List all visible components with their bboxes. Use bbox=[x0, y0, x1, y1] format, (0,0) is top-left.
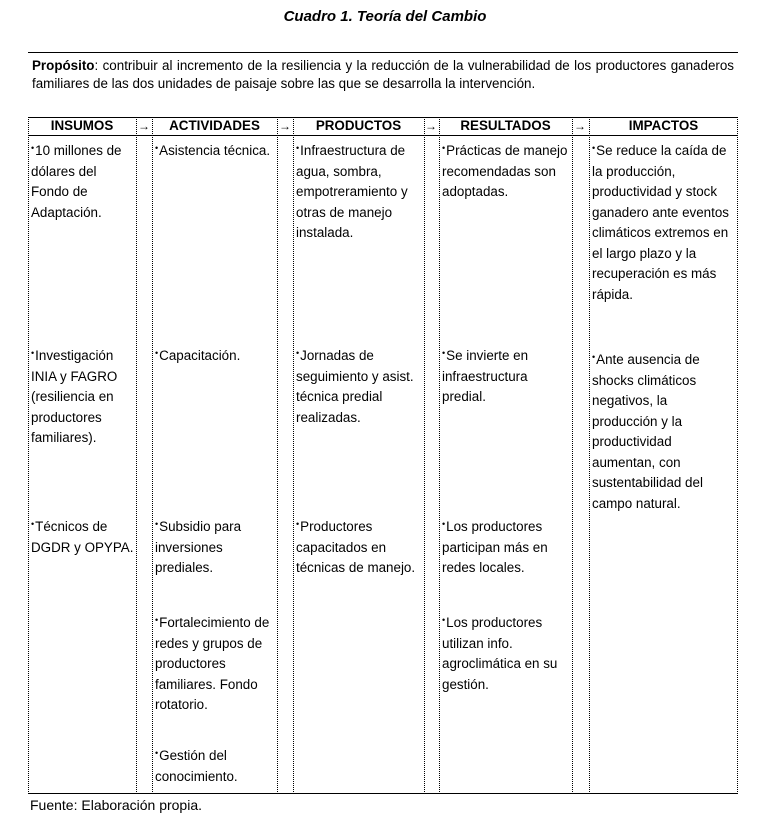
bullet-icon: • bbox=[592, 352, 596, 362]
purpose-text: : contribuir al incremento de la resiliencia y la reducción de la vulnerabilidad de los productores ganaderos familiares de las dos unidades de paisaje sobre las que se desarrolla la intervención. bbox=[32, 58, 734, 91]
bullet-icon: • bbox=[31, 519, 35, 529]
cell-text: Fortalecimiento de redes y grupos de productores familiares. Fondo rotatorio. bbox=[155, 615, 270, 712]
cell-text: Investigación INIA y FAGRO (resiliencia en productores familiares). bbox=[31, 348, 118, 445]
cell-text: Jornadas de seguimiento y asist. técnica predial realizadas. bbox=[296, 348, 414, 425]
col-sep bbox=[152, 117, 153, 794]
bullet-icon: • bbox=[442, 615, 446, 625]
col-sep bbox=[136, 117, 137, 794]
bullet-icon: • bbox=[155, 748, 159, 758]
cell-text: Se invierte en infraestructura predial. bbox=[442, 348, 529, 404]
bullet-icon: • bbox=[155, 615, 159, 625]
col-sep bbox=[277, 117, 278, 794]
bullet-icon: • bbox=[155, 348, 159, 358]
col-sep bbox=[589, 117, 590, 794]
actividades-item bbox=[155, 610, 276, 716]
cell-text: Gestión del conocimiento. bbox=[155, 748, 238, 784]
cell-text: Técnicos de DGDR y OPYPA. bbox=[31, 519, 134, 555]
resultados-item bbox=[442, 138, 571, 203]
resultados-item bbox=[442, 610, 571, 695]
bullet-icon: • bbox=[296, 143, 300, 153]
resultados-item bbox=[442, 343, 571, 408]
cell-text: Infraestructura de agua, sombra, empotreramiento y otras de manejo instalada. bbox=[296, 143, 408, 240]
insumos-item bbox=[31, 514, 135, 558]
cell-text: Los productores utilizan info. agroclimática en su gestión. bbox=[442, 615, 558, 692]
table-title: Cuadro 1. Teoría del Cambio bbox=[283, 8, 487, 25]
col-sep bbox=[293, 117, 294, 794]
bullet-icon: • bbox=[442, 348, 446, 358]
actividades-item bbox=[155, 138, 276, 162]
bullet-icon: • bbox=[592, 143, 596, 153]
productos-item bbox=[296, 138, 423, 244]
arrow-icon: → bbox=[279, 119, 291, 133]
impactos-item bbox=[592, 138, 736, 305]
cell-text: Productores capacitados en técnicas de manejo. bbox=[296, 519, 416, 575]
arrow-icon: → bbox=[425, 119, 437, 133]
cell-text: Subsidio para inversiones prediales. bbox=[155, 519, 242, 575]
cell-text: Prácticas de manejo recomendadas son adoptadas. bbox=[442, 143, 568, 199]
cell-text: Los productores participan más en redes locales. bbox=[442, 519, 548, 575]
col-sep bbox=[28, 117, 29, 794]
source-note: Fuente: Elaboración propia. bbox=[30, 797, 202, 813]
resultados-item bbox=[442, 514, 571, 579]
bullet-icon: • bbox=[31, 348, 35, 358]
theory-of-change-table bbox=[28, 117, 738, 794]
arrow-icon: → bbox=[138, 119, 150, 133]
cell-text: 10 millones de dólares del Fondo de Adaptación. bbox=[31, 143, 122, 220]
cell-text: Asistencia técnica. bbox=[159, 143, 271, 158]
col-sep bbox=[737, 117, 738, 794]
impactos-item bbox=[592, 347, 736, 514]
header-productos: PRODUCTOS bbox=[315, 118, 402, 133]
bullet-icon: • bbox=[296, 348, 300, 358]
bullet-icon: • bbox=[296, 519, 300, 529]
header-insumos: INSUMOS bbox=[50, 118, 114, 133]
bullet-icon: • bbox=[442, 519, 446, 529]
actividades-item bbox=[155, 343, 276, 367]
cell-text: Ante ausencia de shocks climáticos negativos, la producción y la productividad aumentan, con sustentabilidad del campo natural. bbox=[592, 352, 703, 511]
arrow-icon: → bbox=[574, 119, 586, 133]
bullet-icon: • bbox=[155, 143, 159, 153]
productos-item bbox=[296, 514, 423, 579]
cell-text: Se reduce la caída de la producción, productividad y stock ganadero ante eventos climáticos extremos en el largo plazo y la recuperación es más rápida. bbox=[592, 143, 729, 302]
header-bottom-rule bbox=[28, 135, 738, 136]
col-sep bbox=[572, 117, 573, 794]
purpose-statement bbox=[28, 52, 738, 93]
table-bottom-rule bbox=[28, 793, 738, 794]
bullet-icon: • bbox=[31, 143, 35, 153]
header-resultados: RESULTADOS bbox=[460, 118, 551, 133]
actividades-item bbox=[155, 514, 276, 579]
header-impactos: IMPACTOS bbox=[628, 118, 699, 133]
bullet-icon: • bbox=[155, 519, 159, 529]
insumos-item bbox=[31, 343, 135, 449]
actividades-item bbox=[155, 743, 276, 787]
insumos-item bbox=[31, 138, 135, 223]
productos-item bbox=[296, 343, 423, 428]
cell-text: Capacitación. bbox=[159, 348, 241, 363]
bullet-icon: • bbox=[442, 143, 446, 153]
col-sep bbox=[424, 117, 425, 794]
header-actividades: ACTIVIDADES bbox=[169, 118, 260, 133]
col-sep bbox=[439, 117, 440, 794]
purpose-label: Propósito bbox=[32, 58, 95, 73]
